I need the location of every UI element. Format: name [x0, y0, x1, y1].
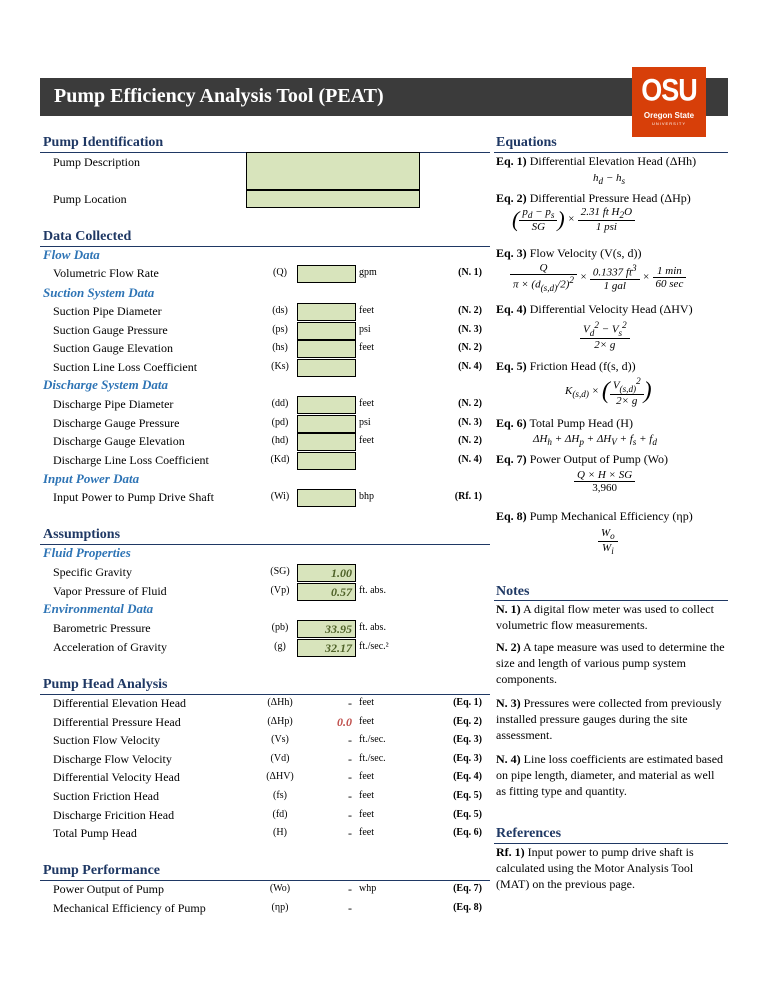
logo-line2: UNIVERSITY — [651, 121, 686, 126]
computed-value: - — [348, 882, 352, 896]
pump-identification-heading: Pump Identification — [43, 135, 164, 150]
row-symbol: (Vd) — [270, 752, 290, 764]
computed-value: - — [348, 770, 352, 785]
row-label: Discharge Fricition Head — [53, 807, 175, 822]
row-label: Discharge Flow Velocity — [53, 751, 172, 766]
row-symbol: (pb) — [271, 622, 289, 633]
row-unit: psi — [359, 416, 371, 428]
eq6-formula: $\Delta H_h + \Delta H_p + \Delta H_V + f_s + f_d$ — [533, 433, 657, 448]
value-input[interactable] — [297, 322, 356, 340]
eq1-title: Eq. 1) Differential Elevation Head (ΔHh) — [496, 154, 697, 168]
row-reference: (Eq. 8) — [453, 901, 482, 913]
row-label: Suction Gauge Pressure — [53, 322, 168, 337]
note-2: N. 2) A tape measure was used to determine the size and length of various pump system components. — [496, 640, 725, 686]
row-reference: (N. 1) — [458, 267, 482, 278]
pump-description-label: Pump Description — [53, 155, 140, 169]
row-reference: (Eq. 7) — [453, 883, 482, 894]
eq2-title: Eq. 2) Differential Pressure Head (ΔHp) — [496, 191, 691, 205]
row-symbol: (ΔHV) — [266, 771, 294, 783]
row-symbol: (ds) — [272, 305, 288, 316]
equations-heading: Equations — [496, 135, 557, 150]
row-symbol: (ΔHp) — [267, 715, 293, 727]
pump-location-label: Pump Location — [53, 192, 127, 206]
flow-data-heading: Flow Data — [43, 247, 100, 262]
assumed-value[interactable]: 33.95 — [297, 620, 356, 638]
row-symbol: (g) — [274, 640, 286, 652]
row-symbol: (ΔHh) — [267, 697, 293, 708]
row-label: Power Output of Pump — [53, 882, 164, 896]
note-3: N. 3) Pressures were collected from previously installed pressure gauges during the site assessment. — [496, 696, 722, 742]
eq2-formula: ( $\frac{p_d - p_s}{SG}$ ) × $\frac{2.31 ft H_2O}{\text{1 psi}}$ — [512, 206, 635, 233]
pump-performance-heading: Pump Performance — [43, 863, 161, 878]
row-unit: ft./sec.² — [359, 640, 389, 652]
eq7-title: Eq. 7) Power Output of Pump (Wo) — [496, 452, 669, 466]
data-row — [0, 452, 490, 470]
eq4-title: Eq. 4) Differential Velocity Head (ΔHV) — [496, 302, 693, 316]
row-unit: feet — [359, 827, 374, 839]
row-unit: gpm — [359, 267, 377, 278]
eq4-formula: $\frac{V_d^2 - V_s^2}{2\times g}$ — [580, 320, 630, 351]
page-title: Pump Efficiency Analysis Tool (PEAT) — [54, 85, 384, 107]
row-unit: feet — [359, 771, 374, 783]
row-unit: feet — [359, 305, 374, 316]
row-reference: (Rf. 1) — [454, 491, 482, 502]
row-symbol: (Kd) — [270, 453, 290, 465]
eq3-formula: $\frac{Q}{\pi \times (d_{(s,d)}/2)^2}$ × $\frac{0.1337 ft^3}{\text{1 gal}}$ × $\frac{1 \min}{60 \sec}$ — [510, 262, 686, 293]
row-unit: whp — [359, 883, 377, 894]
row-label: Discharge Pipe Diameter — [53, 397, 174, 411]
data-row — [0, 732, 490, 750]
data-row — [0, 807, 490, 825]
reference-1: Rf. 1) Input power to pump drive shaft is calculated using the Motor Analysis Tool (MAT) on the previous page. — [496, 845, 694, 891]
row-reference: (N. 2) — [458, 435, 482, 447]
computed-value: - — [348, 696, 352, 710]
discharge-data-heading: Discharge System Data — [43, 377, 168, 392]
value-input[interactable] — [297, 452, 356, 470]
row-symbol: (fd) — [272, 808, 288, 820]
data-row — [0, 564, 490, 582]
row-unit: feet — [359, 342, 374, 354]
value-input[interactable] — [297, 396, 356, 414]
row-unit: ft./sec. — [359, 734, 386, 746]
row-unit: bhp — [359, 491, 374, 502]
row-symbol: (pd) — [271, 416, 289, 428]
row-label: Barometric Pressure — [53, 621, 151, 635]
eq1-formula: $h_d - h_s$ — [593, 172, 626, 187]
data-row — [0, 769, 490, 787]
note-4: N. 4) Line loss coefficients are estimated based on pipe length, diameter, and material as well as fitting type and quantity. — [496, 752, 724, 798]
value-input[interactable] — [297, 489, 356, 507]
row-reference: (Eq. 5) — [453, 808, 482, 820]
row-label: Vapor Pressure of Fluid — [53, 583, 167, 598]
data-row — [0, 265, 490, 283]
row-unit: ft./sec. — [359, 752, 386, 764]
row-label: Discharge Line Loss Coefficient — [53, 452, 209, 467]
assumed-value[interactable]: 0.57 — [297, 583, 356, 601]
row-symbol: (dd) — [271, 398, 289, 409]
row-label: Discharge Gauge Pressure — [53, 415, 180, 430]
computed-value: - — [348, 807, 352, 822]
row-unit: ft. abs. — [359, 622, 386, 633]
row-label: Input Power to Pump Drive Shaft — [53, 490, 214, 504]
data-row — [0, 322, 490, 340]
note-1: N. 1) A digital flow meter was used to collect volumetric flow measurements. — [496, 602, 714, 632]
row-unit: feet — [359, 808, 374, 820]
row-unit: feet — [359, 715, 374, 727]
row-label: Discharge Gauge Elevation — [53, 434, 185, 449]
value-input[interactable] — [297, 303, 356, 321]
row-reference: (N. 3) — [458, 323, 482, 335]
row-symbol: (Q) — [273, 267, 287, 278]
computed-value: - — [348, 900, 352, 915]
row-reference: (N. 2) — [458, 305, 482, 316]
value-input[interactable] — [297, 359, 356, 377]
logo-line1: Oregon State — [643, 111, 695, 120]
data-row — [0, 359, 490, 377]
row-reference: (Eq. 2) — [453, 715, 482, 727]
environmental-data-heading: Environmental Data — [43, 601, 154, 616]
computed-value: - — [348, 789, 352, 803]
row-symbol: (Ks) — [271, 360, 289, 372]
row-reference: (Eq. 1) — [453, 697, 482, 708]
value-input[interactable] — [297, 265, 356, 283]
row-reference: (Eq. 4) — [453, 771, 482, 783]
data-row — [0, 433, 490, 451]
pump-location-input[interactable] — [246, 190, 420, 208]
row-reference: (Eq. 3) — [453, 752, 482, 764]
row-label: Differential Velocity Head — [53, 770, 180, 785]
row-reference: (N. 4) — [458, 360, 482, 372]
eq8-formula: $\frac{W_o}{W_i}$ — [598, 527, 618, 556]
pump-head-heading: Pump Head Analysis — [43, 677, 168, 692]
data-row — [0, 639, 490, 657]
computed-value: - — [348, 751, 352, 766]
row-label: Acceleration of Gravity — [53, 639, 167, 654]
row-label: Mechanical Efficiency of Pump — [53, 900, 206, 915]
eq5-title: Eq. 5) Friction Head (f(s, d)) — [496, 359, 636, 373]
row-unit: feet — [359, 790, 374, 801]
row-symbol: (ps) — [272, 323, 288, 335]
title-bar — [40, 78, 728, 116]
row-label: Differential Pressure Head — [53, 714, 181, 729]
row-label: Suction Friction Head — [53, 789, 159, 803]
data-row — [0, 489, 490, 507]
row-unit: feet — [359, 697, 374, 708]
computed-value: - — [348, 826, 352, 841]
row-reference: (Eq. 3) — [453, 734, 482, 746]
row-label: Suction Pipe Diameter — [53, 304, 162, 318]
row-label: Suction Gauge Elevation — [53, 341, 173, 356]
data-row — [0, 396, 490, 414]
data-row — [0, 583, 490, 601]
eq6-title: Eq. 6) Total Pump Head (H) — [496, 416, 633, 430]
osu-logo — [632, 67, 706, 137]
row-symbol: (fs) — [273, 790, 287, 801]
row-label: Total Pump Head — [53, 826, 137, 841]
row-symbol: (ηp) — [271, 901, 289, 913]
input-power-heading: Input Power Data — [43, 471, 140, 486]
row-label: Volumetric Flow Rate — [53, 266, 159, 280]
data-row — [0, 788, 490, 806]
data-row — [0, 340, 490, 358]
row-symbol: (SG) — [270, 566, 290, 577]
row-symbol: (hs) — [272, 342, 288, 354]
row-unit: ft. abs. — [359, 584, 386, 596]
data-collected-heading: Data Collected — [43, 229, 132, 244]
row-unit: feet — [359, 435, 374, 447]
data-row — [0, 881, 490, 899]
row-reference: (N. 3) — [458, 416, 482, 428]
data-row — [0, 751, 490, 769]
row-label: Differential Elevation Head — [53, 696, 187, 710]
value-input[interactable] — [297, 433, 356, 451]
data-row — [0, 695, 490, 713]
data-row — [0, 303, 490, 321]
section-divider — [494, 152, 728, 153]
data-row — [0, 825, 490, 843]
data-row — [0, 714, 490, 732]
suction-data-heading: Suction System Data — [43, 285, 155, 300]
value-input[interactable] — [297, 340, 356, 358]
section-divider — [40, 246, 490, 247]
eq7-formula: $\frac{Q \times H \times SG}{3,960}$ — [574, 469, 635, 494]
assumed-value[interactable]: 32.17 — [297, 639, 356, 657]
eq5-formula: $K_{(s,d)}$ × ( $\frac{V_{(s,d)}^2}{2\times g}$ ) — [565, 376, 652, 407]
row-reference: (N. 2) — [458, 398, 482, 409]
row-label: Suction Line Loss Coefficient — [53, 359, 198, 374]
eq8-title: Eq. 8) Pump Mechanical Efficiency (ηp) — [496, 509, 693, 523]
data-row — [0, 900, 490, 918]
value-input[interactable] — [297, 415, 356, 433]
row-symbol: (Vp) — [270, 584, 290, 596]
notes-heading: Notes — [496, 584, 530, 599]
row-unit: feet — [359, 398, 374, 409]
row-symbol: (Vs) — [271, 734, 289, 746]
logo-text: OSU — [641, 72, 697, 108]
row-symbol: (Wo) — [269, 883, 291, 894]
computed-value: - — [348, 733, 352, 748]
row-reference: (Eq. 5) — [453, 790, 482, 801]
fluid-properties-heading: Fluid Properties — [43, 545, 131, 560]
pump-description-input[interactable] — [246, 152, 420, 190]
row-reference: (N. 2) — [458, 342, 482, 354]
data-row — [0, 620, 490, 638]
references-heading: References — [496, 826, 562, 841]
eq3-title: Eq. 3) Flow Velocity (V(s, d)) — [496, 246, 642, 260]
row-symbol: (H) — [273, 827, 287, 839]
row-symbol: (hd) — [271, 435, 289, 447]
computed-value: 0.0 — [337, 714, 352, 729]
assumed-value[interactable]: 1.00 — [297, 564, 356, 582]
row-reference: (N. 4) — [458, 453, 482, 465]
assumptions-heading: Assumptions — [43, 527, 121, 542]
row-label: Suction Flow Velocity — [53, 733, 161, 748]
row-symbol: (Wi) — [270, 491, 290, 502]
data-row — [0, 415, 490, 433]
row-unit: psi — [359, 323, 371, 335]
row-reference: (Eq. 6) — [453, 827, 482, 839]
row-label: Specific Gravity — [53, 565, 132, 579]
